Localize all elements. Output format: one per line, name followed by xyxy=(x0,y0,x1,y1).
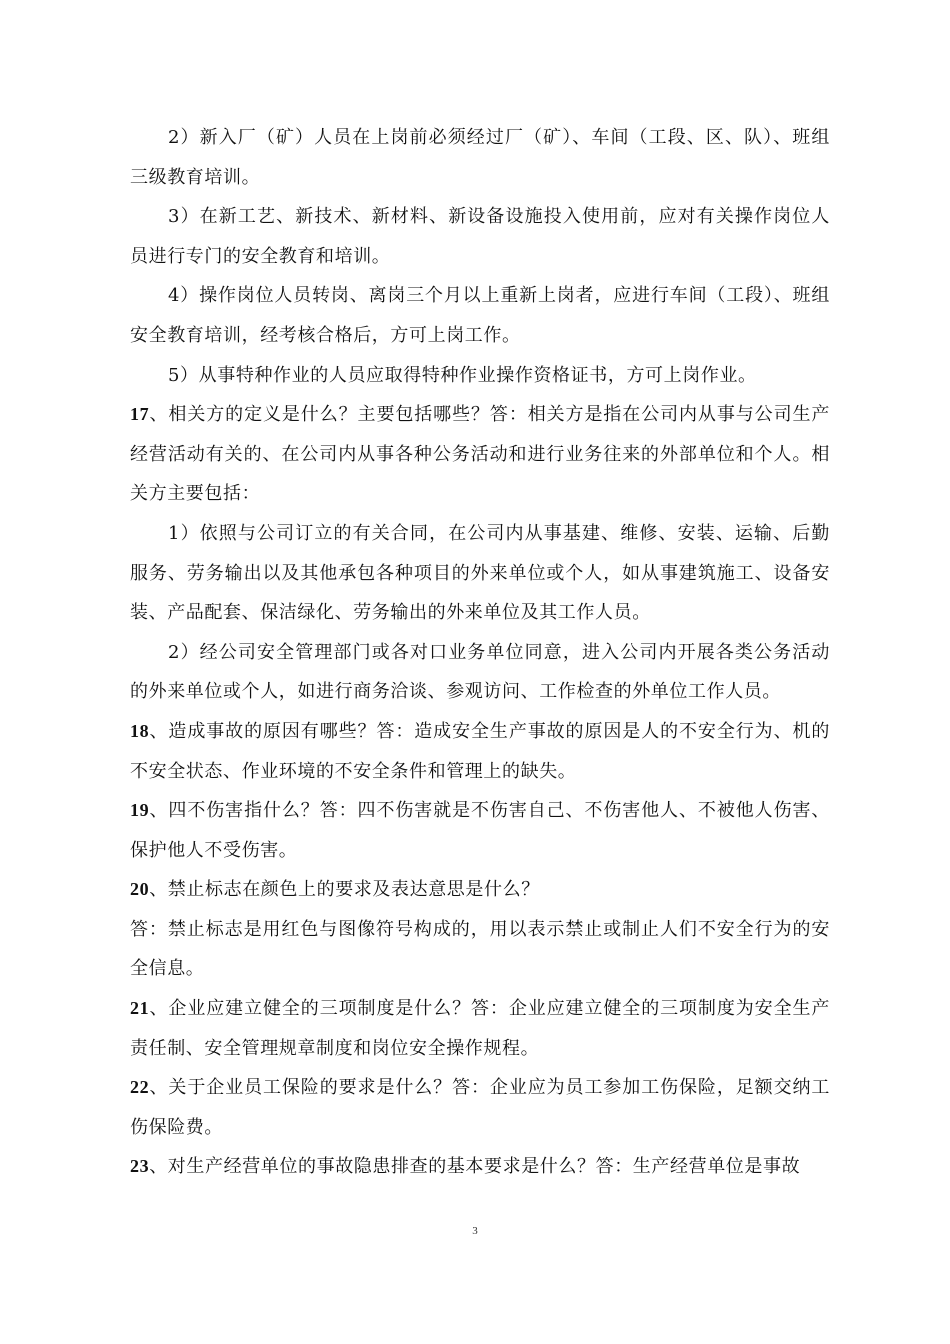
question-number: 23 xyxy=(130,1156,150,1177)
paragraph-text: 2）新入厂（矿）人员在上岗前必须经过厂（矿）、车间（工段、区、队）、班组三级教育培训。 xyxy=(130,127,830,188)
question-number: 22 xyxy=(130,1077,150,1098)
paragraph-item xyxy=(130,276,830,355)
question-number: 19 xyxy=(130,800,150,821)
paragraph-text: 、对生产经营单位的事故隐患排查的基本要求是什么？答：生产经营单位是事故 xyxy=(149,1156,801,1178)
paragraph-text: 2）经公司安全管理部门或各对口业务单位同意，进入公司内开展各类公务活动的外来单位或个人，如进行商务洽谈、参观访问、工作检查的外单位工作人员。 xyxy=(130,641,830,703)
question-paragraph xyxy=(130,1147,830,1187)
question-paragraph xyxy=(130,870,830,910)
question-paragraph xyxy=(130,712,830,791)
question-paragraph xyxy=(130,395,830,514)
paragraph-item xyxy=(130,197,830,276)
question-number: 18 xyxy=(130,720,150,741)
paragraph-text: 、关于企业员工保险的要求是什么？答：企业应为员工参加工伤保险，足额交纳工伤保险费。 xyxy=(130,1077,830,1138)
paragraph-text: 3）在新工艺、新技术、新材料、新设备设施投入使用前，应对有关操作岗位人员进行专门的安全教育和培训。 xyxy=(130,206,830,267)
document-body xyxy=(130,118,830,1187)
paragraph-text: 1）依照与公司订立的有关合同，在公司内从事基建、维修、安装、运输、后勤服务、劳务输出以及其他承包各种项目的外来单位或个人，如从事建筑施工、设备安装、产品配套、保洁绿化、劳务输出的外来单位及其工作人员。 xyxy=(130,522,830,624)
paragraph-text: 、相关方的定义是什么？主要包括哪些？答：相关方是指在公司内从事与公司生产经营活动有关的、在公司内从事各种公务活动和进行业务往来的外部单位和个人。相关方主要包括： xyxy=(130,404,830,505)
paragraph-text: 答：禁止标志是用红色与图像符号构成的，用以表示禁止或制止人们不安全行为的安全信息。 xyxy=(130,918,830,980)
question-paragraph xyxy=(130,1068,830,1147)
paragraph-text: 5）从事特种作业的人员应取得特种作业操作资格证书，方可上岗作业。 xyxy=(168,364,757,386)
paragraph-item xyxy=(130,633,830,712)
paragraph-text: 、四不伤害指什么？答：四不伤害就是不伤害自己、不伤害他人、不被他人伤害、保护他人不受伤害。 xyxy=(130,800,830,861)
paragraph-text: 4）操作岗位人员转岗、离岗三个月以上重新上岗者，应进行车间（工段）、班组安全教育培训，经考核合格后，方可上岗工作。 xyxy=(130,285,830,346)
question-paragraph xyxy=(130,791,830,870)
question-number: 20 xyxy=(130,879,150,900)
paragraph-item xyxy=(130,514,830,633)
page-number: 3 xyxy=(472,1225,478,1237)
paragraph-text: 、企业应建立健全的三项制度是什么？答：企业应建立健全的三项制度为安全生产责任制、安全管理规章制度和岗位安全操作规程。 xyxy=(130,998,830,1059)
paragraph-text: 、禁止标志在颜色上的要求及表达意思是什么？ xyxy=(149,879,540,901)
paragraph-item xyxy=(130,356,830,396)
answer-paragraph xyxy=(130,910,830,989)
paragraph-text: 、造成事故的原因有哪些？答：造成安全生产事故的原因是人的不安全行为、机的不安全状态、作业环境的不安全条件和管理上的缺失。 xyxy=(130,720,830,782)
paragraph-item xyxy=(130,118,830,197)
question-number: 21 xyxy=(130,998,150,1019)
question-number: 17 xyxy=(130,404,150,425)
question-paragraph xyxy=(130,989,830,1068)
